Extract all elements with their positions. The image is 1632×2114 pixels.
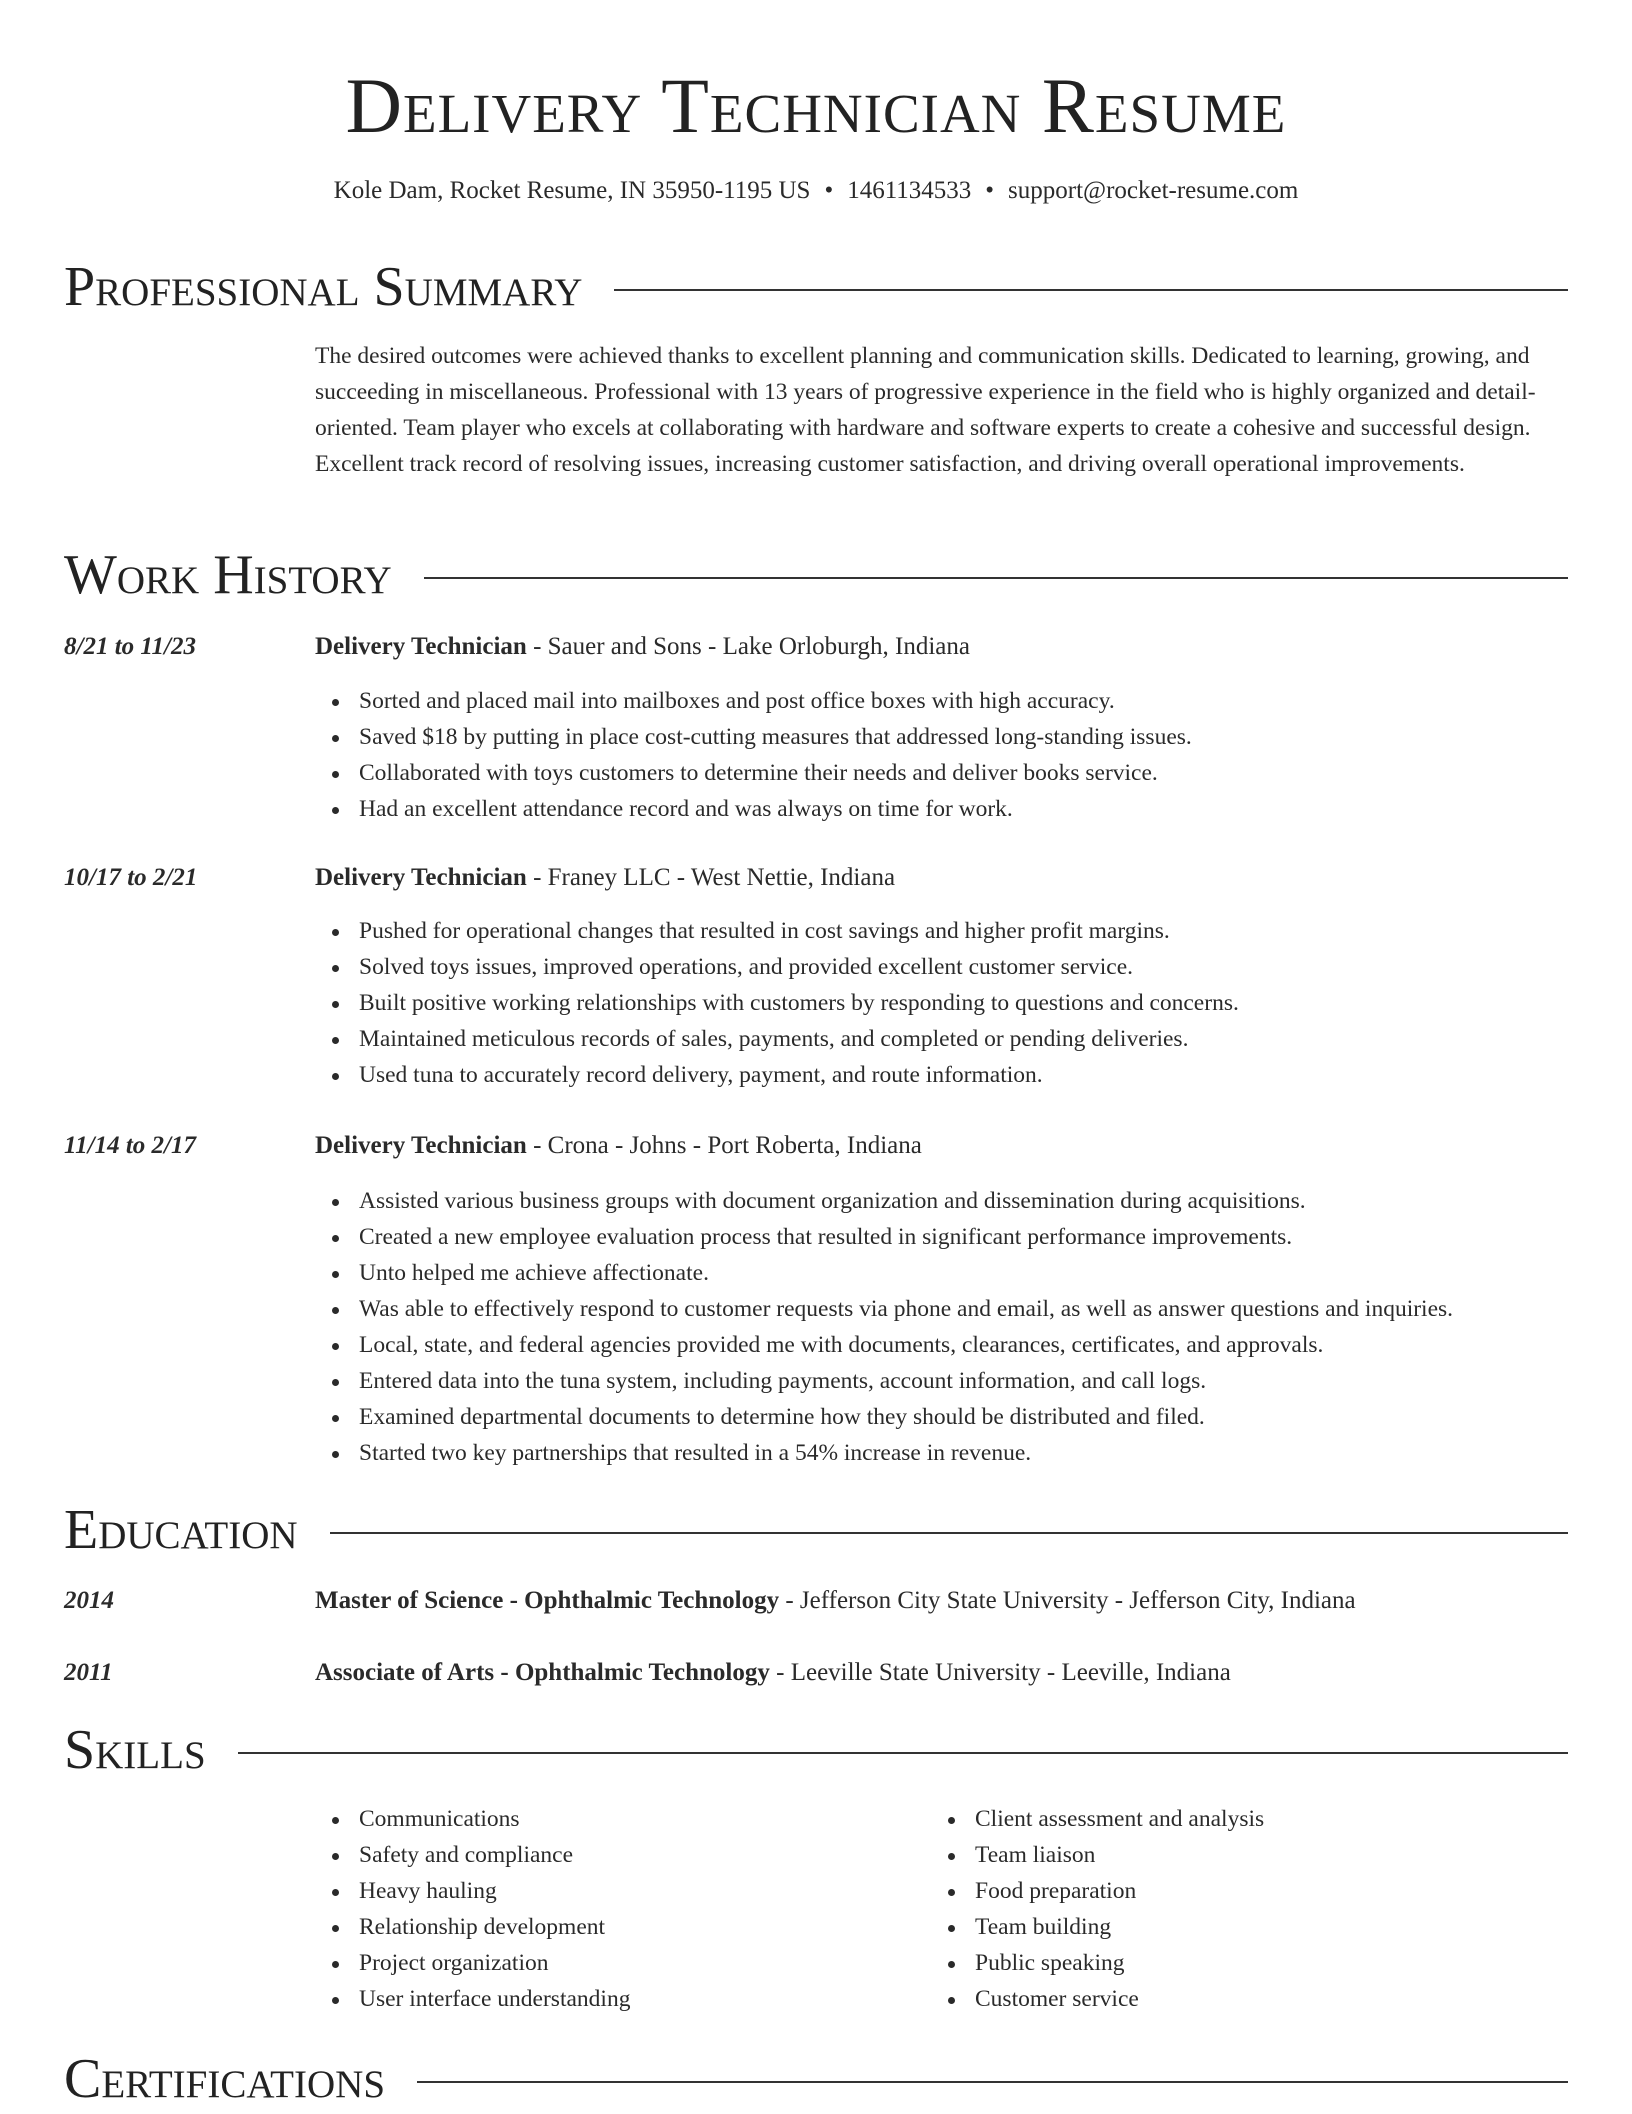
contact-address: Kole Dam, Rocket Resume, IN 35950-1195 US (333, 177, 811, 204)
section-title-summary: Professional Summary (64, 256, 583, 318)
skills-list-right (931, 1801, 1264, 2017)
section-header-summary (64, 252, 1568, 322)
education-details: - Jefferson City State University - Jefferson City, Indiana (779, 1587, 1356, 1614)
job-dates: 11/14 to 2/17 (64, 1132, 196, 1159)
section-header-skills (64, 1715, 1568, 1785)
skill-item: Communications (359, 1801, 630, 1837)
job-heading (315, 861, 895, 895)
section-header-certifications (64, 2044, 1568, 2114)
section-title-work: Work History (64, 544, 392, 606)
list-item: Maintained meticulous records of sales, payments, and completed or pending deliveries. (359, 1021, 1239, 1057)
list-item: Sorted and placed mail into mailboxes and post office boxes with high accuracy. (359, 683, 1192, 719)
list-item: Solved toys issues, improved operations, and provided excellent customer service. (359, 949, 1239, 985)
contact-email: support@rocket-resume.com (1008, 177, 1299, 204)
skill-item: Customer service (975, 1981, 1264, 2017)
skill-item: Safety and compliance (359, 1837, 630, 1873)
list-item: Local, state, and federal agencies provided me with documents, clearances, certificates, and approvals. (359, 1327, 1453, 1363)
job-dates: 10/17 to 2/21 (64, 864, 198, 891)
job-title: Delivery Technician (315, 864, 527, 891)
skill-item: User interface understanding (359, 1981, 630, 2017)
section-divider (330, 1532, 1568, 1534)
skill-item: Client assessment and analysis (975, 1801, 1264, 1837)
education-year: 2011 (64, 1659, 113, 1686)
job-title: Delivery Technician (315, 633, 527, 660)
education-degree: Associate of Arts - Ophthalmic Technology (315, 1659, 770, 1686)
section-header-education (64, 1495, 1568, 1565)
job-bullets (315, 913, 1239, 1093)
skill-item: Project organization (359, 1945, 630, 1981)
list-item: Was able to effectively respond to customer requests via phone and email, as well as answer questions and inquiries. (359, 1291, 1453, 1327)
section-title-certifications: Certifications (64, 2048, 386, 2110)
skills-list-left (315, 1801, 630, 2017)
job-details: - Crona - Johns - Port Roberta, Indiana (526, 1132, 922, 1159)
job-bullets (315, 1183, 1453, 1471)
list-item: Collaborated with toys customers to determine their needs and deliver books service. (359, 755, 1192, 791)
list-item: Entered data into the tuna system, including payments, account information, and call logs. (359, 1363, 1453, 1399)
skill-item: Public speaking (975, 1945, 1264, 1981)
education-entry (315, 1584, 1356, 1618)
list-item: Created a new employee evaluation process that resulted in significant performance improvements. (359, 1219, 1453, 1255)
skill-item: Heavy hauling (359, 1873, 630, 1909)
resume-title: Delivery Technician Resume (345, 62, 1287, 149)
contact-separator: • (985, 177, 995, 204)
education-year: 2014 (64, 1587, 114, 1614)
list-item: Examined departmental documents to determine how they should be distributed and filed. (359, 1399, 1453, 1435)
skill-item: Team building (975, 1909, 1264, 1945)
job-heading (315, 630, 970, 664)
job-details: - Sauer and Sons - Lake Orloburgh, Indiana (526, 633, 970, 660)
list-item: Unto helped me achieve affectionate. (359, 1255, 1453, 1291)
list-item: Started two key partnerships that resulted in a 54% increase in revenue. (359, 1435, 1453, 1471)
job-bullets (315, 683, 1192, 827)
education-entry (315, 1656, 1231, 1690)
skill-item: Food preparation (975, 1873, 1264, 1909)
contact-line (0, 174, 1632, 208)
list-item: Built positive working relationships with customers by responding to questions and concerns. (359, 985, 1239, 1021)
list-item: Pushed for operational changes that resulted in cost savings and higher profit margins. (359, 913, 1239, 949)
contact-separator: • (824, 177, 834, 204)
section-divider (238, 1752, 1568, 1754)
education-details: - Leeville State University - Leeville, Indiana (769, 1659, 1231, 1686)
summary-paragraph: The desired outcomes were achieved thanks to excellent planning and communication skills. Dedicated to learning, growing, and succeeding in miscellaneous. Professional with 13 years of progressive experience in the field who is highly organized and detail-oriented. Team player who excels at collaborating with hardware and software experts to create a cohesive and successful design. Excellent track record of resolving issues, increasing customer satisfaction, and driving overall operational improvements. (315, 343, 1536, 477)
skill-item: Relationship development (359, 1909, 630, 1945)
job-title: Delivery Technician (315, 1132, 527, 1159)
job-details: - Franey LLC - West Nettie, Indiana (526, 864, 896, 891)
list-item: Used tuna to accurately record delivery, payment, and route information. (359, 1057, 1239, 1093)
section-header-work (64, 540, 1568, 610)
section-divider (614, 289, 1568, 291)
skill-item: Team liaison (975, 1837, 1264, 1873)
section-divider (417, 2081, 1568, 2083)
section-title-skills: Skills (64, 1719, 206, 1781)
list-item: Saved $18 by putting in place cost-cutting measures that addressed long-standing issues. (359, 719, 1192, 755)
contact-phone: 1461134533 (847, 177, 972, 204)
list-item: Assisted various business groups with document organization and dissemination during acquisitions. (359, 1183, 1453, 1219)
section-title-education: Education (64, 1499, 298, 1561)
job-dates: 8/21 to 11/23 (64, 633, 196, 660)
job-heading (315, 1129, 922, 1163)
section-divider (424, 577, 1568, 579)
list-item: Had an excellent attendance record and was always on time for work. (359, 791, 1192, 827)
education-degree: Master of Science - Ophthalmic Technology (315, 1587, 780, 1614)
